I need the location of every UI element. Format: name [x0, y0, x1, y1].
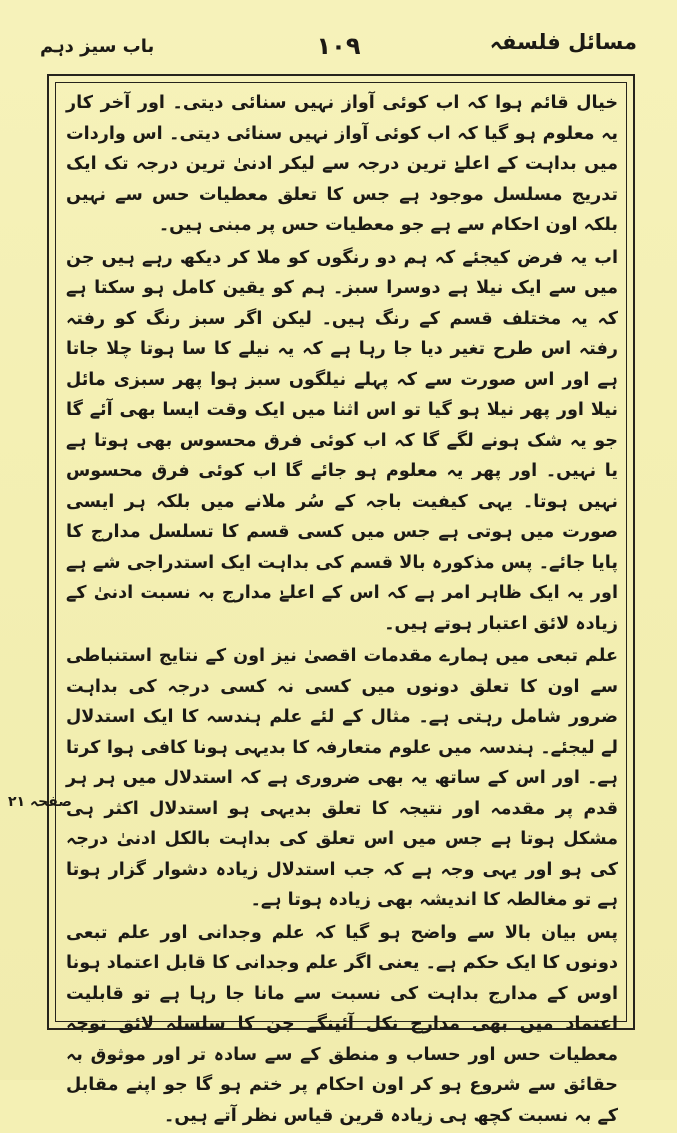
paragraph: علم تبعی میں ہمارے مقدمات اقصیٰ نیز اون کے نتایج استنباطی سے اون کا تعلق دونوں میں کسی نہ کسی درجہ کی بداہت ضرور شامل رہتی ہے۔ مثال کے لئے علم ہندسہ کا ایک استدلال لے لیجئے۔ ہندسہ میں علوم متعارفہ کا بدیہی ہونا کافی ہوا کرتا ہے۔ اور اس کے ساتھ یہ بھی ضروری ہے کہ استدلال میں ہر ہر قدم پر مقدمہ اور نتیجہ کا تعلق بدیہی ہو استدلال اکثر ہی مشکل ہوتا ہے جس میں اس تعلق کی بداہت بالکل ادنیٰ درجہ کی ہو اور یہی وجہ ہے کہ جب استدلال زیادہ دشوار گزار ہوتا ہے تو مغالطہ کا اندیشہ بھی زیادہ ہوتا ہے۔ — [66, 646, 618, 910]
paragraph: خیال قائم ہوا کہ اب کوئی آواز نہیں سنائی دیتی۔ اور آخر کار یہ معلوم ہو گیا کہ اب کوئی آواز نہیں سنائی دیتی۔ اس واردات میں بداہت کے اعلےٰ ترین درجہ سے لیکر ادنیٰ ترین درجہ تک ایک تدریج مسلسل موجود ہے جس کا تعلق معطیات حس سے نہیں بلکہ اون احکام سے ہے جو معطیات حس پر مبنی ہیں۔ — [66, 93, 618, 235]
chapter-title: باب سیز دہم — [40, 36, 155, 57]
page-number: ۱۰۹ — [316, 32, 361, 60]
page-header — [40, 22, 637, 62]
margin-note: صفحہ ۲۱ — [8, 794, 72, 810]
book-title: مسائل فلسفہ — [489, 30, 637, 54]
body-text — [66, 88, 618, 1133]
paragraph: پس بیان بالا سے واضح ہو گیا کہ علم وجدانی اور علم تبعی دونوں کا ایک حکم ہے۔ یعنی اگر علم وجدانی کا قابل اعتماد ہونا اوس کے مدارج بداہت کی نسبت سے مانا جا رہا ہے تو قابلیت اعتماد میں بھی مدارج نکل آئینگے جن کا سلسلہ لائق توجہ معطیات حس اور حساب و منطق کے سے سادہ تر اور موثوق بہ حقائق سے شروع ہو کر اون احکام پر ختم ہو گا جو اپنے مقابل کے بہ نسبت کچھ ہی زیادہ قرین قیاس نظر آتے ہیں۔ — [66, 922, 618, 1126]
paragraph: اب یہ فرض کیجئے کہ ہم دو رنگوں کو ملا کر دیکھ رہے ہیں جن میں سے ایک نیلا ہے دوسرا سبز۔ ہم کو یقین کامل ہو سکتا ہے کہ یہ مختلف قسم کے رنگ ہیں۔ لیکن اگر سبز رنگ کو رفتہ رفتہ اس طرح تغیر دیا جا رہا ہے کہ یہ نیلے کا سا ہوتا چلا جاتا ہے اور اس صورت سے کہ پہلے نیلگوں سبز ہوا پھر سبزی مائل نیلا اور پھر نیلا ہو گیا تو اس اثنا میں ایک وقت ایسا بھی آئے گا جو یہ شک ہونے لگے گا کہ اب کوئی فرق محسوس بھی ہوتا ہے یا نہیں۔ اور پھر یہ معلوم ہو جائے گا اب کوئی فرق محسوس نہیں ہوتا۔ یہی کیفیت باجہ کے سُر ملانے میں بلکہ ہر ایسی صورت میں ہوتی ہے جس میں کسی قسم کا تسلسل مدارج کا پایا جائے۔ پس مذکورہ بالا قسم کی بداہت ایک استدراجی شے ہے اور یہ ایک ظاہر امر ہے کہ اس کے اعلےٰ مدارج بہ نسبت ادنیٰ کے زیادہ لائق اعتبار ہوتے ہیں۔ — [66, 247, 618, 634]
